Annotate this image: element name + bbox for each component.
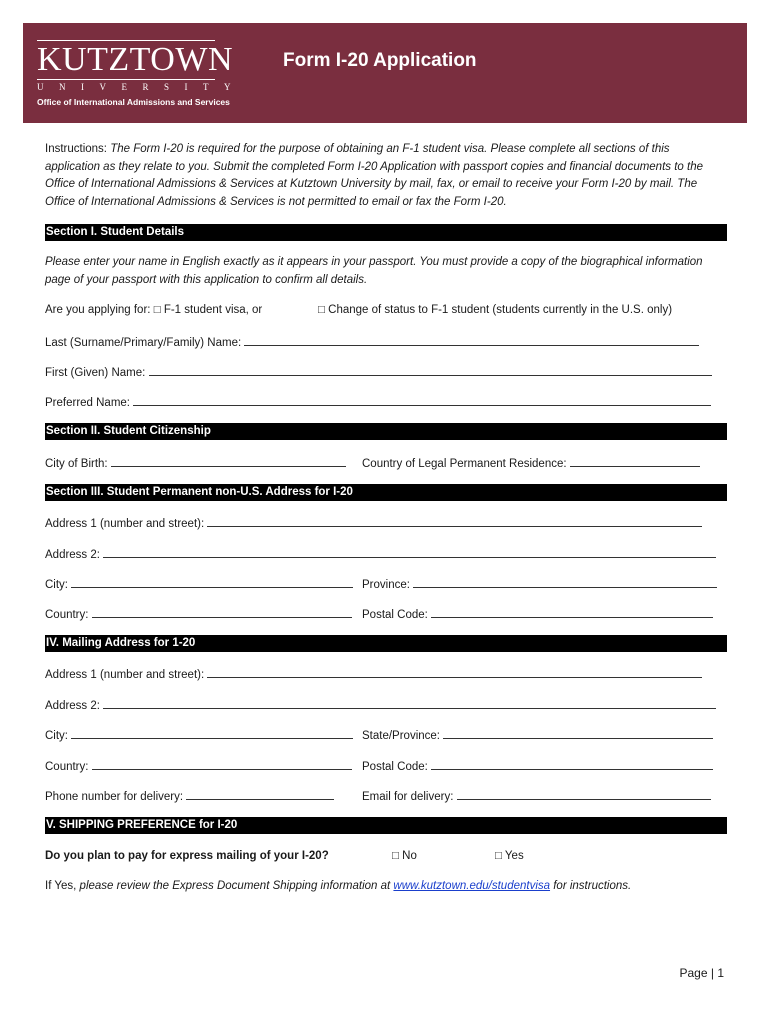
section-1-note: Please enter your name in English exactly as it appears in your passport. You must provide a copy of the biographical information page of your passport with this application to confirm all details. bbox=[45, 256, 703, 286]
first-name-row bbox=[45, 363, 727, 379]
instructions-label: Instructions: bbox=[45, 143, 107, 155]
perm-city-label: City: bbox=[45, 579, 68, 591]
perm-city-row bbox=[45, 575, 727, 591]
mail-country-label: Country: bbox=[45, 761, 89, 773]
email-label: Email for delivery: bbox=[362, 791, 454, 803]
mail-postal-label: Postal Code: bbox=[362, 761, 428, 773]
country-residence-label: Country of Legal Permanent Residence: bbox=[362, 458, 567, 470]
perm-country-row bbox=[45, 605, 727, 621]
form-title: Form I-20 Application bbox=[283, 50, 477, 71]
perm-address2-label: Address 2: bbox=[45, 549, 100, 561]
perm-address1-field[interactable] bbox=[207, 514, 702, 527]
if-yes-text: please review the Express Document Shipping information at bbox=[79, 880, 391, 892]
mail-state-field[interactable] bbox=[443, 726, 713, 739]
section-1-header: Section I. Student Details bbox=[45, 224, 727, 241]
logo-university: UNIVERSITY bbox=[37, 82, 246, 92]
perm-postal-group bbox=[362, 605, 713, 623]
form-header bbox=[23, 23, 747, 123]
option-f1-visa[interactable]: □ F-1 student visa, or bbox=[153, 304, 263, 316]
express-mail-yes[interactable]: □ Yes bbox=[495, 850, 524, 862]
mail-state-label: State/Province: bbox=[362, 730, 440, 742]
last-name-label: Last (Surname/Primary/Family) Name: bbox=[45, 337, 242, 349]
perm-province-field[interactable] bbox=[413, 575, 717, 588]
express-mail-no[interactable]: □ No bbox=[392, 850, 417, 862]
section-4-header: IV. Mailing Address for 1-20 bbox=[45, 635, 727, 652]
last-name-row bbox=[45, 333, 727, 349]
city-of-birth-field[interactable] bbox=[111, 454, 346, 467]
citizenship-row bbox=[45, 454, 727, 470]
mail-address2-row bbox=[45, 696, 727, 712]
section-5-header: V. SHIPPING PREFERENCE for I-20 bbox=[45, 817, 727, 834]
mail-address2-field[interactable] bbox=[103, 696, 716, 709]
perm-address2-field[interactable] bbox=[103, 545, 716, 558]
phone-label: Phone number for delivery: bbox=[45, 791, 184, 803]
mail-postal-field[interactable] bbox=[431, 757, 713, 770]
instructions bbox=[45, 141, 727, 211]
first-name-field[interactable] bbox=[149, 363, 712, 376]
mail-city-label: City: bbox=[45, 730, 68, 742]
perm-postal-label: Postal Code: bbox=[362, 609, 428, 621]
page-number: 1 bbox=[717, 966, 724, 980]
if-yes-suffix: for instructions. bbox=[553, 880, 632, 892]
last-name-field[interactable] bbox=[244, 333, 699, 346]
country-residence-group bbox=[362, 454, 700, 472]
mail-address2-label: Address 2: bbox=[45, 700, 100, 712]
university-logo bbox=[37, 40, 246, 107]
perm-country-field[interactable] bbox=[92, 605, 352, 618]
mail-postal-group bbox=[362, 757, 713, 775]
phone-field[interactable] bbox=[186, 787, 334, 800]
perm-address1-label: Address 1 (number and street): bbox=[45, 518, 205, 530]
applying-for-label: Are you applying for: bbox=[45, 304, 151, 316]
email-group bbox=[362, 787, 711, 805]
perm-address2-row bbox=[45, 545, 727, 561]
mail-address1-label: Address 1 (number and street): bbox=[45, 669, 205, 681]
mail-country-row bbox=[45, 757, 727, 773]
mail-country-field[interactable] bbox=[92, 757, 352, 770]
mail-address1-field[interactable] bbox=[207, 665, 702, 678]
phone-email-row bbox=[45, 787, 727, 803]
logo-office: Office of International Admissions and Services bbox=[37, 97, 230, 107]
section-3-header: Section III. Student Permanent non-U.S. Address for I-20 bbox=[45, 484, 727, 501]
option-change-of-status[interactable]: □ Change of status to F-1 student (students currently in the U.S. only) bbox=[318, 304, 673, 316]
express-info-row bbox=[45, 878, 727, 894]
mail-city-field[interactable] bbox=[71, 726, 353, 739]
page-separator: | bbox=[710, 966, 714, 980]
mail-city-row bbox=[45, 726, 727, 742]
if-yes-prefix: If Yes, bbox=[45, 880, 77, 892]
preferred-name-label: Preferred Name: bbox=[45, 397, 131, 409]
applying-for-row bbox=[45, 302, 727, 318]
first-name-label: First (Given) Name: bbox=[45, 367, 146, 379]
city-of-birth-label: City of Birth: bbox=[45, 458, 108, 470]
mail-state-group bbox=[362, 726, 713, 744]
perm-province-label: Province: bbox=[362, 579, 410, 591]
perm-address1-row bbox=[45, 514, 727, 530]
express-mail-row bbox=[45, 848, 727, 864]
page-footer bbox=[679, 966, 724, 980]
preferred-name-row bbox=[45, 393, 727, 409]
mail-address1-row bbox=[45, 665, 727, 681]
country-residence-field[interactable] bbox=[570, 454, 700, 467]
perm-city-field[interactable] bbox=[71, 575, 353, 588]
logo-name: KUTZTOWN bbox=[37, 41, 233, 78]
instructions-text: The Form I-20 is required for the purpose of obtaining an F-1 student visa. Please complete all sections of this application as they relate to you. Submit the completed Form I-20 Application with passport copies and financial documents to the Office of International Admissions & Services at Kutztown University by mail, fax, or email to receive your Form I-20 by mail. The Office of International Admissions & Services is not permitted to email or fax the Form I-20. bbox=[45, 143, 703, 208]
preferred-name-field[interactable] bbox=[133, 393, 711, 406]
perm-province-group bbox=[362, 575, 717, 593]
section-2-header: Section II. Student Citizenship bbox=[45, 423, 727, 440]
perm-postal-field[interactable] bbox=[431, 605, 713, 618]
express-mail-question: Do you plan to pay for express mailing of your I-20? bbox=[45, 850, 329, 862]
student-visa-link[interactable]: www.kutztown.edu/studentvisa bbox=[393, 880, 551, 892]
page-label: Page bbox=[679, 966, 708, 980]
perm-country-label: Country: bbox=[45, 609, 89, 621]
email-field[interactable] bbox=[457, 787, 711, 800]
